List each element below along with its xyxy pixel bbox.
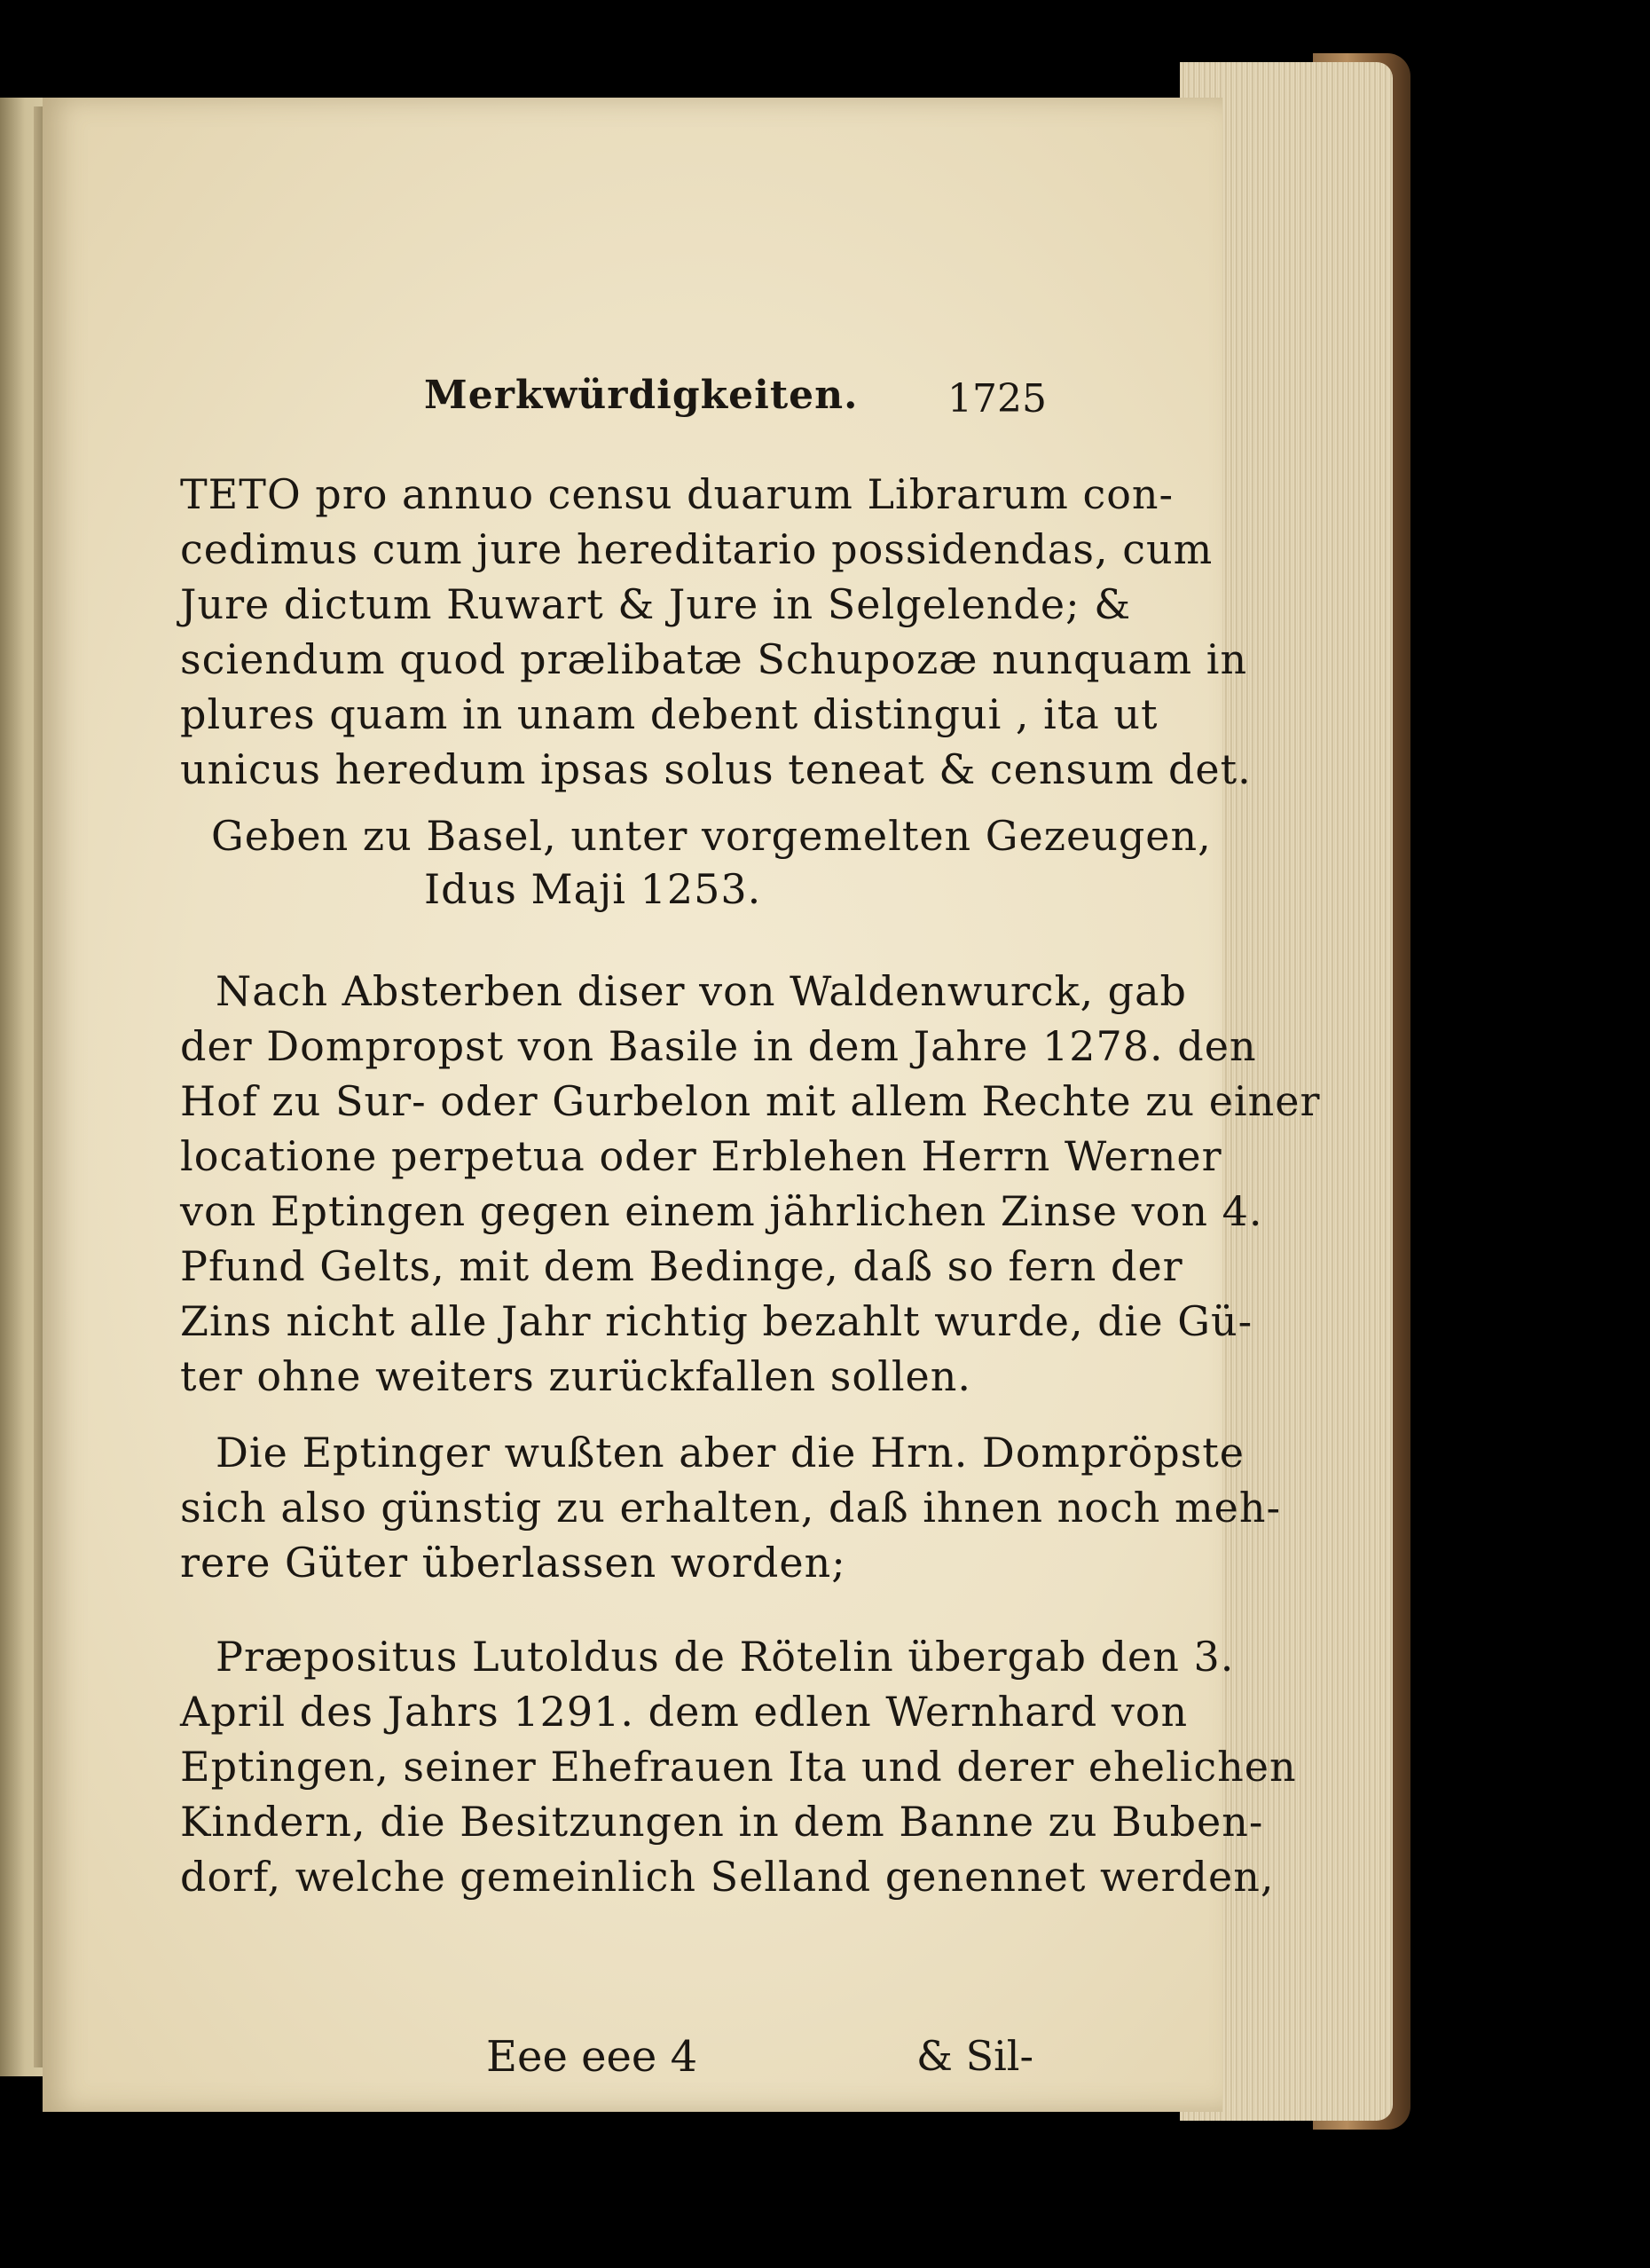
text-line: Nach Absterben diser von Waldenwurck, gab [216, 967, 1188, 1015]
text-line: von Eptingen gegen einem jährlichen Zinse von 4. [180, 1187, 1263, 1235]
text-line: Kindern, die Besitzungen in dem Banne zu Buben- [180, 1798, 1264, 1846]
text-line: Geben zu Basel, unter vorgemelten Gezeugen, [211, 812, 1212, 860]
text-line: Idus Maji 1253. [424, 865, 762, 913]
page-header [424, 373, 1045, 435]
catchword: & Sil- [916, 2032, 1034, 2080]
page-number: 1725 [947, 376, 1047, 421]
text-line: sich also günstig zu erhalten, daß ihnen noch meh- [180, 1484, 1281, 1532]
text-line: Præpositus Lutoldus de Rötelin übergab den 3. [216, 1633, 1235, 1681]
text-line: sciendum quod prælibatæ Schupozæ nunquam in [180, 635, 1248, 683]
signature-mark: Eee eee 4 [486, 2032, 698, 2082]
text-line: Pfund Gelts, mit dem Bedinge, daß so fern der [180, 1242, 1183, 1290]
running-title: Merkwürdigkeiten. [424, 373, 859, 418]
text-line: ter ohne weiters zurückfallen sollen. [180, 1352, 971, 1400]
text-line: rere Güter überlassen worden; [180, 1539, 846, 1587]
text-line: Eptingen, seiner Ehefrauen Ita und derer ehelichen [180, 1743, 1297, 1791]
text-line: Hof zu Sur- oder Gurbelon mit allem Rechte zu einer [180, 1077, 1321, 1125]
text-line: April des Jahrs 1291. dem edlen Wernhard von [180, 1688, 1189, 1736]
text-line: Die Eptinger wußten aber die Hrn. Dompröpste [216, 1429, 1245, 1477]
book-page [43, 98, 1321, 2112]
text-line: cedimus cum jure hereditario possidendas, cum [180, 525, 1214, 573]
text-line: Jure dictum Ruwart & Jure in Selgelende; & [180, 580, 1132, 628]
text-line: plures quam in unam debent distingui , ita ut [180, 690, 1159, 738]
text-line: Zins nicht alle Jahr richtig bezahlt wurde, die Gü- [180, 1297, 1253, 1345]
text-line: TETO pro annuo censu duarum Librarum con- [180, 470, 1175, 518]
text-line: locatione perpetua oder Erblehen Herrn Werner [180, 1132, 1222, 1180]
text-line: der Dompropst von Basile in dem Jahre 1278. den [180, 1022, 1257, 1070]
text-line: dorf, welche gemeinlich Selland genennet werden, [180, 1853, 1275, 1901]
text-line: unicus heredum ipsas solus teneat & censum det. [180, 745, 1252, 793]
